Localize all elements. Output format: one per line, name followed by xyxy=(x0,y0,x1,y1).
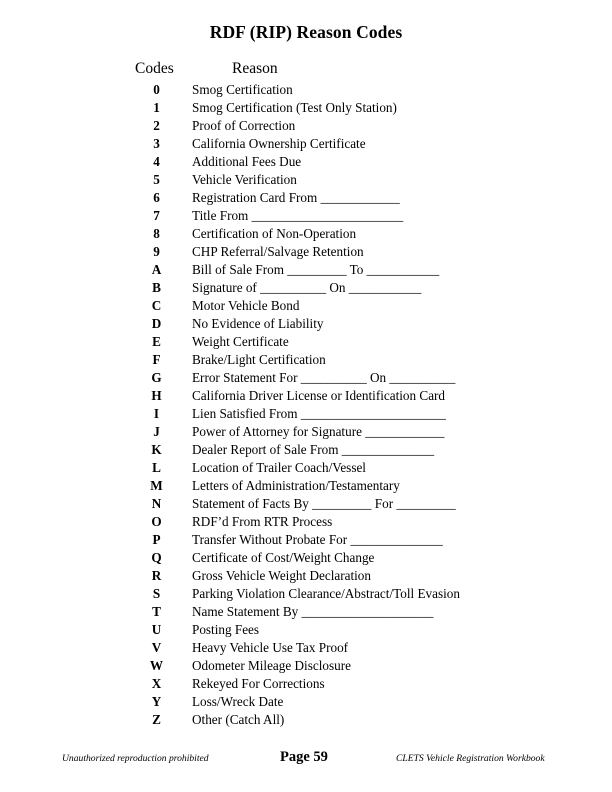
reason-code: M xyxy=(150,478,163,493)
page-title: RDF (RIP) Reason Codes xyxy=(209,22,403,42)
reason-code: 2 xyxy=(153,118,160,133)
reason-code: K xyxy=(151,442,162,457)
reason-code-row xyxy=(0,135,612,153)
reason-code: D xyxy=(151,316,162,331)
reason-code: J xyxy=(153,424,160,439)
reason-text: Rekeyed For Corrections xyxy=(192,676,325,691)
reason-code: C xyxy=(151,298,162,313)
reason-text: Error Statement For __________ On __________ xyxy=(192,370,456,385)
reason-code: Q xyxy=(151,550,162,565)
reason-code-row xyxy=(0,387,612,405)
reason-code-row xyxy=(0,369,612,387)
reason-code-row xyxy=(0,171,612,189)
reason-code: 1 xyxy=(153,100,160,115)
reason-text: RDF’d From RTR Process xyxy=(192,514,333,529)
reason-code-row xyxy=(0,153,612,171)
reason-text: Heavy Vehicle Use Tax Proof xyxy=(192,640,349,655)
reason-code: 7 xyxy=(153,208,160,223)
reason-text: Smog Certification xyxy=(192,82,293,97)
reason-code: O xyxy=(151,514,162,529)
reason-code: X xyxy=(151,676,162,691)
reason-code-list xyxy=(0,81,612,729)
reason-code-row xyxy=(0,477,612,495)
footer-notice: Unauthorized reproduction prohibited xyxy=(62,753,209,764)
reason-code-row xyxy=(0,675,612,693)
reason-code-row xyxy=(0,225,612,243)
reason-code: 8 xyxy=(153,226,160,241)
reason-code: I xyxy=(153,406,160,421)
reason-code: T xyxy=(152,604,161,619)
reason-code: 6 xyxy=(153,190,160,205)
reason-code-row xyxy=(0,423,612,441)
reason-text: Location of Trailer Coach/Vessel xyxy=(192,460,366,475)
reason-code: A xyxy=(151,262,162,277)
reason-code-row xyxy=(0,495,612,513)
reason-code-row xyxy=(0,513,612,531)
reason-text: No Evidence of Liability xyxy=(192,316,324,331)
reason-code-row xyxy=(0,639,612,657)
reason-code: R xyxy=(151,568,162,583)
reason-code-row xyxy=(0,189,612,207)
reason-code: F xyxy=(152,352,161,367)
reason-text: Certificate of Cost/Weight Change xyxy=(192,550,375,565)
reason-column-header: Reason xyxy=(232,60,278,77)
reason-code-row xyxy=(0,99,612,117)
reason-code-row xyxy=(0,315,612,333)
reason-text: Odometer Mileage Disclosure xyxy=(192,658,351,673)
reason-text: Smog Certification (Test Only Station) xyxy=(192,100,397,115)
reason-text: Power of Attorney for Signature ____________ xyxy=(192,424,445,439)
reason-code: S xyxy=(152,586,161,601)
reason-text: Statement of Facts By _________ For _________ xyxy=(192,496,456,511)
reason-text: CHP Referral/Salvage Retention xyxy=(192,244,364,259)
reason-text: Name Statement By ____________________ xyxy=(192,604,434,619)
reason-text: Posting Fees xyxy=(192,622,260,637)
reason-text: Proof of Correction xyxy=(192,118,296,133)
page-number: Page 59 xyxy=(280,749,328,765)
reason-code-row xyxy=(0,657,612,675)
reason-text: Motor Vehicle Bond xyxy=(192,298,300,313)
reason-code-row xyxy=(0,81,612,99)
reason-code: N xyxy=(151,496,162,511)
reason-text: Dealer Report of Sale From ______________ xyxy=(192,442,435,457)
reason-text: Parking Violation Clearance/Abstract/Toll Evasion xyxy=(192,586,460,601)
reason-code: 5 xyxy=(153,172,160,187)
reason-text: Bill of Sale From _________ To ___________ xyxy=(192,262,440,277)
reason-code-row xyxy=(0,693,612,711)
reason-code-row xyxy=(0,603,612,621)
reason-code: 0 xyxy=(153,82,160,97)
codes-column-header: Codes xyxy=(135,60,174,77)
reason-text: Lien Satisfied From ______________________ xyxy=(192,406,446,421)
reason-text: Vehicle Verification xyxy=(192,172,297,187)
footer-workbook-title: CLETS Vehicle Registration Workbook xyxy=(396,753,545,764)
reason-text: Brake/Light Certification xyxy=(192,352,326,367)
reason-code: E xyxy=(152,334,161,349)
reason-text: Certification of Non-Operation xyxy=(192,226,357,241)
reason-code-row xyxy=(0,261,612,279)
reason-text: Other (Catch All) xyxy=(192,712,285,727)
reason-code: Y xyxy=(151,694,162,709)
reason-code-row xyxy=(0,243,612,261)
reason-code-row xyxy=(0,459,612,477)
reason-code: G xyxy=(151,370,162,385)
reason-code-row xyxy=(0,567,612,585)
page-footer xyxy=(0,748,612,772)
reason-code-row xyxy=(0,297,612,315)
reason-code-row xyxy=(0,117,612,135)
reason-code: P xyxy=(152,532,161,547)
reason-code-row xyxy=(0,621,612,639)
reason-text: California Ownership Certificate xyxy=(192,136,366,151)
reason-code: W xyxy=(149,658,164,673)
reason-text: Letters of Administration/Testamentary xyxy=(192,478,400,493)
reason-code: B xyxy=(152,280,161,295)
reason-text: Transfer Without Probate For ______________ xyxy=(192,532,443,547)
reason-text: Weight Certificate xyxy=(192,334,289,349)
reason-code-row xyxy=(0,711,612,729)
reason-code-row xyxy=(0,333,612,351)
reason-code-row xyxy=(0,351,612,369)
reason-text: California Driver License or Identification Card xyxy=(192,388,446,403)
reason-code: 3 xyxy=(153,136,160,151)
reason-text: Title From _______________________ xyxy=(192,208,404,223)
reason-text: Gross Vehicle Weight Declaration xyxy=(192,568,371,583)
reason-code: H xyxy=(151,388,162,403)
reason-code-row xyxy=(0,441,612,459)
reason-code-row xyxy=(0,549,612,567)
reason-text: Signature of __________ On ___________ xyxy=(192,280,422,295)
reason-code: 9 xyxy=(153,244,160,259)
reason-text: Additional Fees Due xyxy=(192,154,302,169)
reason-code: 4 xyxy=(153,154,160,169)
reason-code: V xyxy=(151,640,162,655)
reason-code-row xyxy=(0,405,612,423)
reason-code: Z xyxy=(152,712,161,727)
reason-text: Registration Card From ____________ xyxy=(192,190,400,205)
reason-text: Loss/Wreck Date xyxy=(192,694,284,709)
reason-code-row xyxy=(0,531,612,549)
reason-code-row xyxy=(0,207,612,225)
reason-code-row xyxy=(0,279,612,297)
reason-code: U xyxy=(151,622,162,637)
reason-code-row xyxy=(0,585,612,603)
reason-code: L xyxy=(152,460,161,475)
